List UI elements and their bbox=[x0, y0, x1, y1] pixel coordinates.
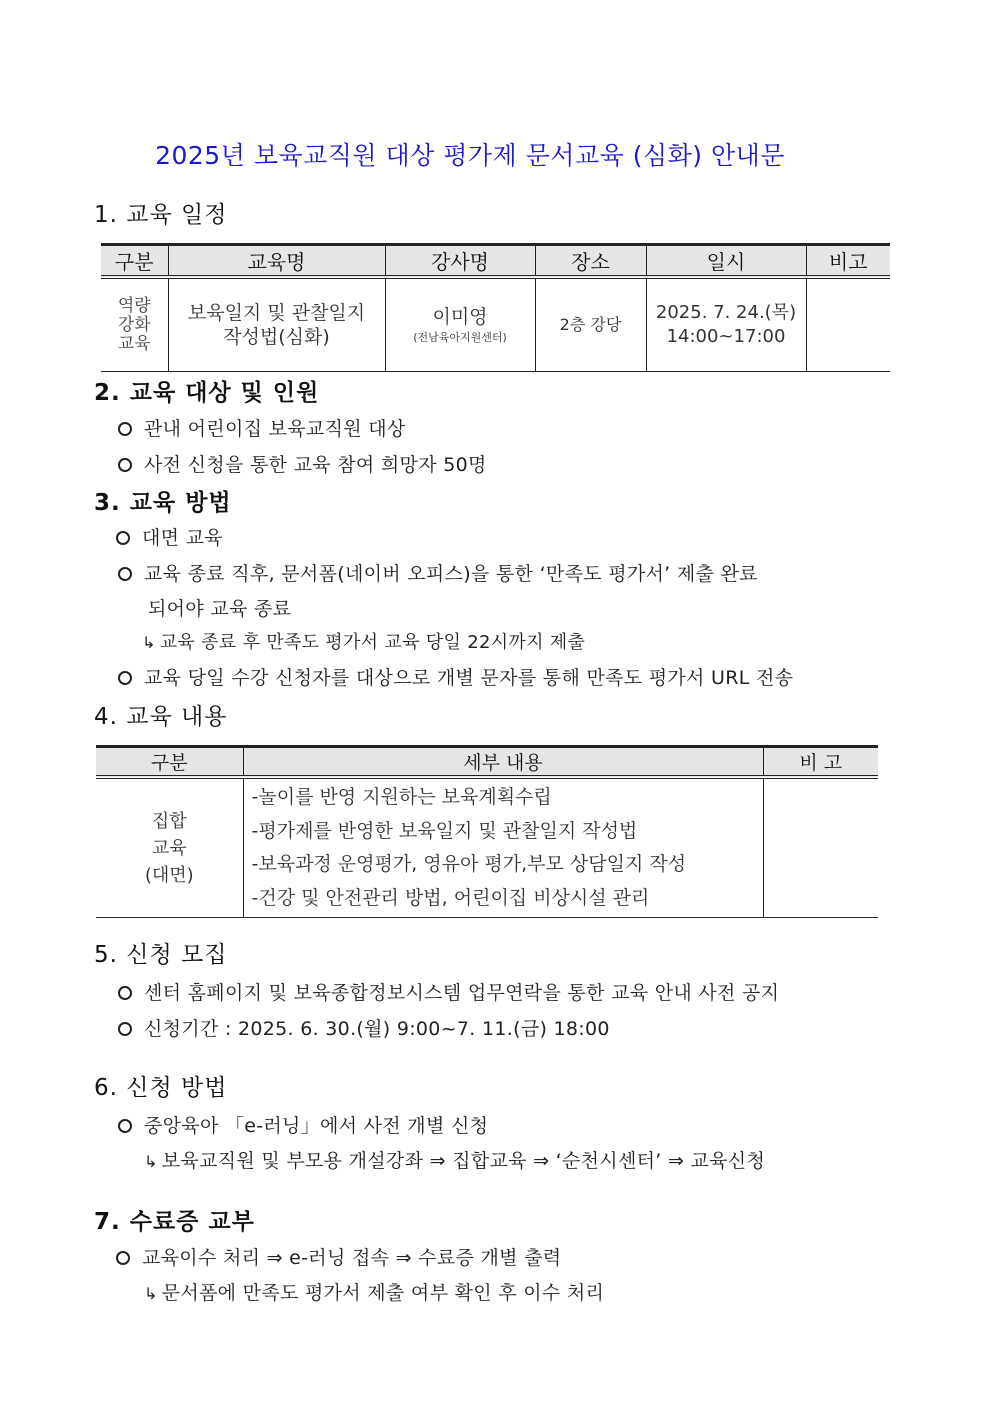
table-header-row bbox=[101, 245, 890, 278]
instructor-name: 이미영 bbox=[432, 306, 488, 328]
date-line: 2025. 7. 24.(목) bbox=[655, 302, 797, 323]
content-table bbox=[96, 745, 878, 918]
item-text: 문서폼에 만족도 평가서 제출 여부 확인 후 이수 처리 bbox=[161, 1282, 605, 1304]
col-header: 구분 bbox=[96, 747, 243, 778]
category-cell bbox=[101, 277, 168, 372]
sub-arrow-icon: ↳ bbox=[144, 1284, 158, 1303]
bullet-circle-icon bbox=[118, 458, 132, 472]
col-header: 일시 bbox=[646, 245, 806, 278]
category-line: 역량 bbox=[117, 295, 151, 316]
item-text: 신청기간 : 2025. 6. 30.(월) 9:00~7. 11.(금) 18:00 bbox=[144, 1018, 610, 1040]
bullet-circle-icon bbox=[116, 1251, 130, 1265]
col-header: 구분 bbox=[101, 245, 168, 278]
item-text: 중앙육아 「e-러닝」에서 사전 개별 신청 bbox=[144, 1115, 489, 1137]
bullet-circle-icon bbox=[118, 422, 132, 436]
list-item bbox=[118, 1014, 610, 1041]
sub-item bbox=[144, 1278, 604, 1305]
detail-line: -건강 및 안전관리 방법, 어린이집 비상시설 관리 bbox=[251, 886, 650, 909]
instructor-cell bbox=[385, 277, 535, 372]
sub-item bbox=[144, 1146, 765, 1173]
list-item bbox=[118, 559, 758, 586]
place-cell: 2층 강당 bbox=[535, 277, 646, 372]
category-line: (대면) bbox=[144, 864, 194, 886]
col-header: 비 고 bbox=[763, 747, 878, 778]
bullet-circle-icon bbox=[118, 671, 132, 685]
table-row bbox=[96, 777, 878, 918]
time-line: 14:00~17:00 bbox=[666, 326, 786, 347]
schedule-table bbox=[101, 243, 890, 372]
bullet-circle-icon bbox=[118, 986, 132, 1000]
table-row bbox=[101, 277, 890, 372]
category-line: 강화 bbox=[117, 314, 151, 335]
bullet-circle-icon bbox=[118, 1119, 132, 1133]
item-text: 보육교직원 및 부모용 개설강좌 ⇒ 집합교육 ⇒ ‘순천시센터’ ⇒ 교육신청 bbox=[161, 1150, 766, 1172]
detail-line: -보육과정 운영평가, 영유아 평가,부모 상담일지 작성 bbox=[251, 853, 687, 875]
course-name-cell bbox=[168, 277, 385, 372]
bullet-circle-icon bbox=[116, 531, 130, 545]
col-header: 비고 bbox=[806, 245, 890, 278]
section-heading-certificate: 7. 수료증 교부 bbox=[94, 1209, 255, 1235]
col-header: 장소 bbox=[535, 245, 646, 278]
course-line: 작성법(심화) bbox=[223, 326, 330, 348]
category-line: 교육 bbox=[117, 333, 151, 354]
list-item bbox=[118, 414, 406, 441]
item-text: 교육이수 처리 ⇒ e-러닝 접속 ⇒ 수료증 개별 출력 bbox=[142, 1247, 562, 1269]
detail-line: -평가제를 반영한 보육일지 및 관찰일지 작성법 bbox=[251, 819, 638, 842]
col-header: 교육명 bbox=[168, 245, 385, 278]
list-item bbox=[118, 450, 487, 477]
note-cell bbox=[806, 277, 890, 372]
col-header: 강사명 bbox=[385, 245, 535, 278]
course-line: 보육일지 및 관찰일지 bbox=[187, 302, 366, 324]
col-header: 세부 내용 bbox=[243, 747, 763, 778]
item-text: 사전 신청을 통한 교육 참여 희망자 50명 bbox=[144, 454, 487, 476]
section-heading-recruit: 5. 신청 모집 bbox=[94, 942, 228, 968]
item-text: 센터 홈페이지 및 보육종합정보시스템 업무연락을 통한 교육 안내 사전 공지 bbox=[144, 982, 780, 1004]
list-item bbox=[118, 978, 779, 1005]
detail-line: -놀이를 반영 지원하는 보육계획수립 bbox=[251, 786, 552, 808]
section-heading-schedule: 1. 교육 일정 bbox=[94, 202, 228, 228]
bullet-circle-icon bbox=[118, 1022, 132, 1036]
sub-arrow-icon: ↳ bbox=[144, 1152, 158, 1171]
item-text: 관내 어린이집 보육교직원 대상 bbox=[144, 418, 406, 440]
list-item bbox=[116, 1243, 561, 1270]
item-text: 교육 종료 직후, 문서폼(네이버 오피스)을 통한 ‘만족도 평가서’ 제출 완료 bbox=[144, 563, 758, 585]
section-heading-target: 2. 교육 대상 및 인원 bbox=[94, 380, 320, 406]
note-cell bbox=[763, 777, 878, 918]
details-cell bbox=[243, 777, 763, 918]
datetime-cell bbox=[646, 277, 806, 372]
list-item bbox=[118, 663, 793, 690]
section-heading-method: 3. 교육 방법 bbox=[94, 490, 232, 516]
section-heading-content: 4. 교육 내용 bbox=[94, 704, 228, 730]
list-item bbox=[116, 523, 223, 550]
list-item bbox=[118, 1111, 488, 1138]
document-title: 2025년 보육교직원 대상 평가제 문서교육 (심화) 안내문 bbox=[155, 141, 785, 170]
table-header-row bbox=[96, 747, 878, 778]
item-text: 교육 당일 수강 신청자를 대상으로 개별 문자를 통해 만족도 평가서 URL 전송 bbox=[144, 667, 794, 689]
list-item-continuation: 되어야 교육 종료 bbox=[148, 598, 292, 620]
sub-item bbox=[142, 628, 585, 654]
item-text: 교육 종료 후 만족도 평가서 교육 당일 22시까지 제출 bbox=[159, 632, 586, 653]
item-text: 대면 교육 bbox=[142, 527, 223, 549]
section-heading-apply: 6. 신청 방법 bbox=[94, 1075, 228, 1101]
category-line: 교육 bbox=[151, 837, 187, 859]
category-cell bbox=[96, 777, 243, 918]
bullet-circle-icon bbox=[118, 567, 132, 581]
sub-arrow-icon: ↳ bbox=[142, 633, 156, 652]
instructor-org: (전남육아지원센터) bbox=[413, 331, 507, 344]
category-line: 집합 bbox=[151, 810, 187, 832]
